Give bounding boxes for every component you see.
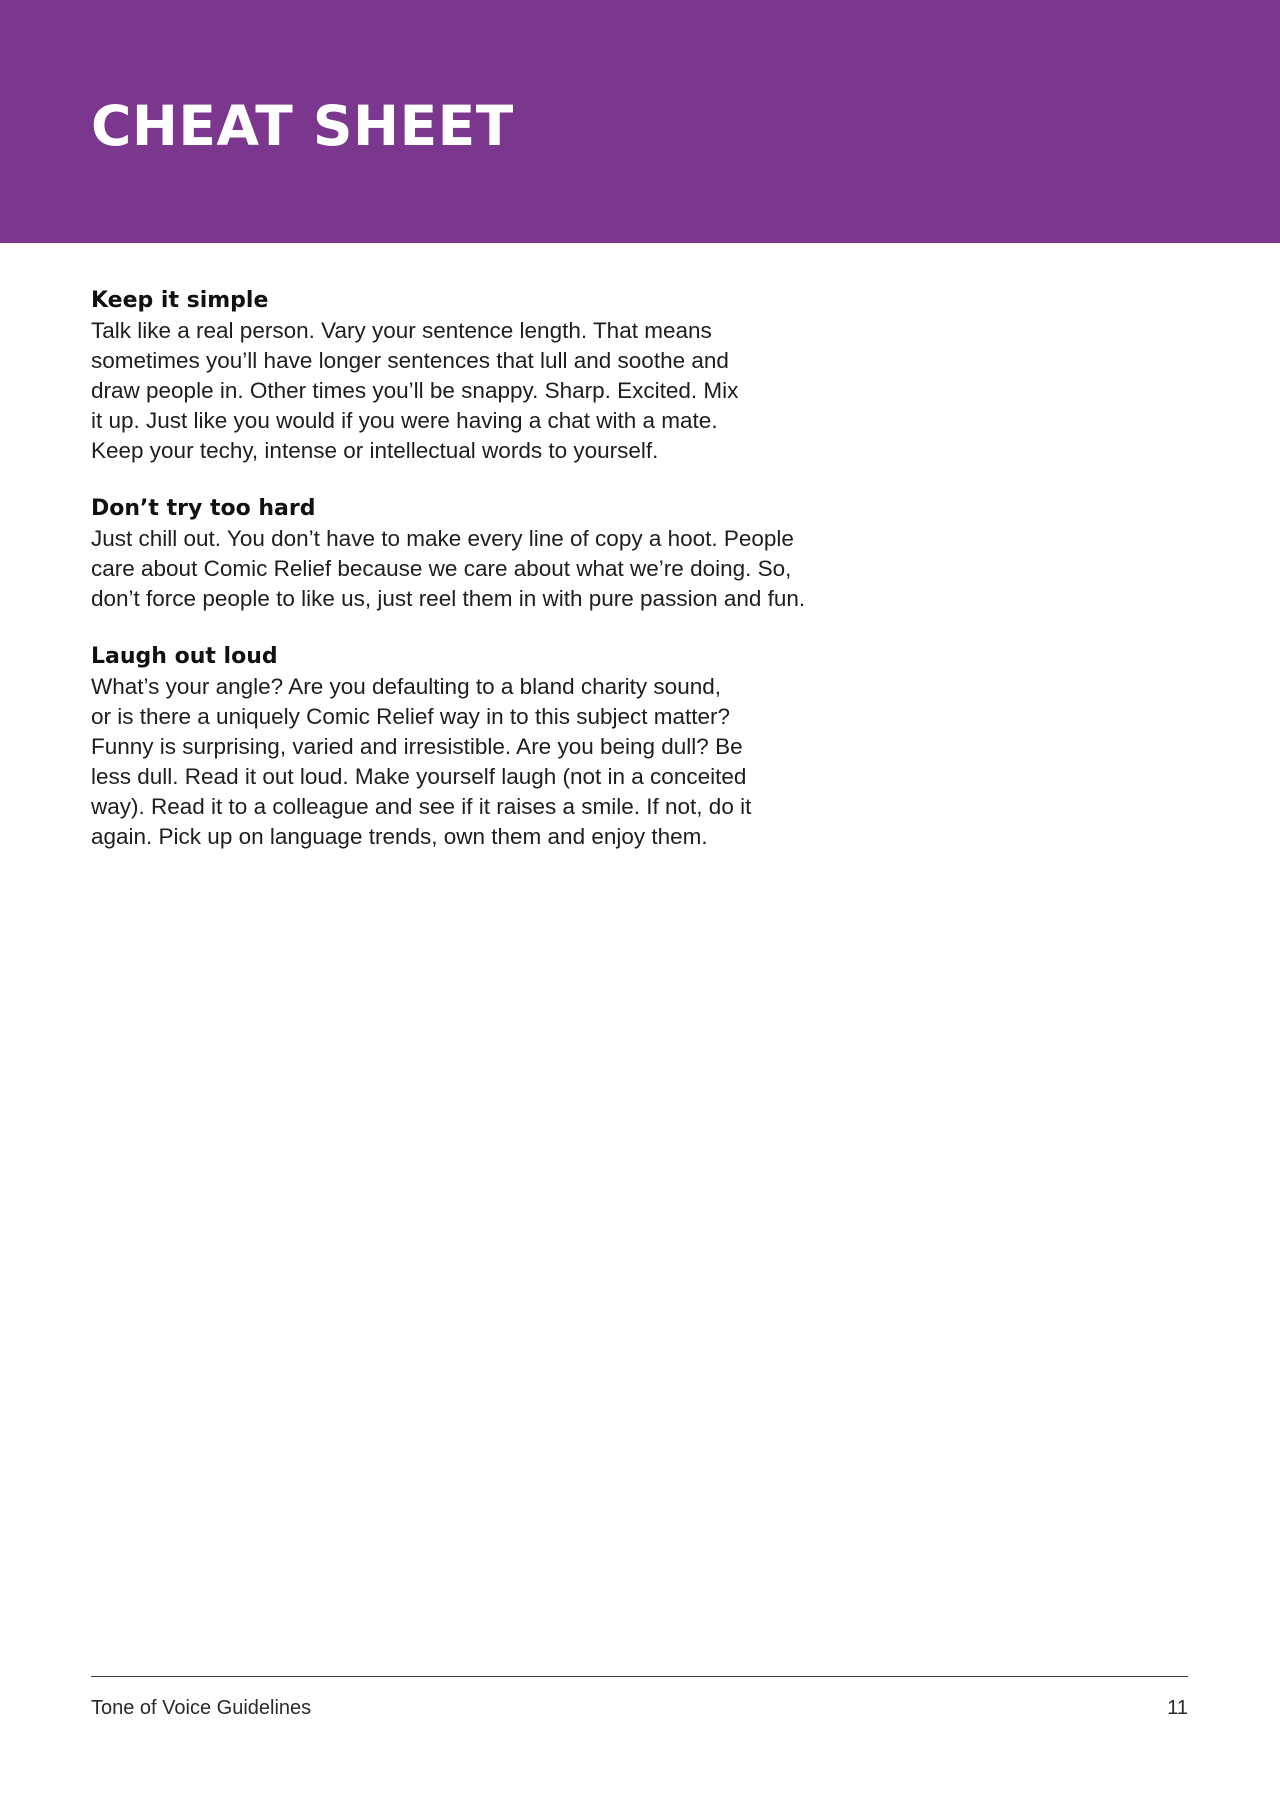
body-line: Funny is surprising, varied and irresistible. Are you being dull? Be — [91, 734, 743, 759]
body-line: less dull. Read it out loud. Make yourself laugh (not in a conceited — [91, 764, 747, 789]
section-heading: Laugh out loud — [91, 644, 278, 669]
body-line: Talk like a real person. Vary your sentence length. That means — [91, 318, 712, 343]
body-line: again. Pick up on language trends, own them and enjoy them. — [91, 824, 708, 849]
body-line: What’s your angle? Are you defaulting to a bland charity sound, — [91, 674, 721, 699]
body-line: don’t force people to like us, just reel them in with pure passion and fun. — [91, 586, 806, 611]
body-line: sometimes you’ll have longer sentences that lull and soothe and — [91, 348, 729, 373]
content-area — [91, 286, 851, 880]
body-line: Keep your techy, intense or intellectual words to yourself. — [91, 438, 659, 463]
body-line: care about Comic Relief because we care about what we’re doing. So, — [91, 556, 792, 581]
footer-document-name: Tone of Voice Guidelines — [91, 1697, 312, 1719]
section-heading: Keep it simple — [91, 288, 269, 313]
footer-divider — [91, 1676, 1188, 1677]
section-laugh-out-loud — [91, 642, 851, 852]
section-heading: Don’t try too hard — [91, 496, 316, 521]
page-title: CHEAT SHEET — [91, 94, 514, 158]
body-line: it up. Just like you would if you were having a chat with a mate. — [91, 408, 718, 433]
body-line: Just chill out. You don’t have to make every line of copy a hoot. People — [91, 526, 794, 551]
body-line: way). Read it to a colleague and see if it raises a smile. If not, do it — [91, 794, 752, 819]
section-body — [91, 524, 851, 614]
section-keep-it-simple — [91, 286, 851, 466]
section-body — [91, 316, 851, 466]
body-line: draw people in. Other times you’ll be snappy. Sharp. Excited. Mix — [91, 378, 739, 403]
body-line: or is there a uniquely Comic Relief way in to this subject matter? — [91, 704, 731, 729]
header-band — [0, 0, 1280, 243]
section-dont-try-too-hard — [91, 494, 851, 614]
section-body — [91, 672, 851, 852]
footer-page-number: 11 — [1167, 1697, 1188, 1719]
